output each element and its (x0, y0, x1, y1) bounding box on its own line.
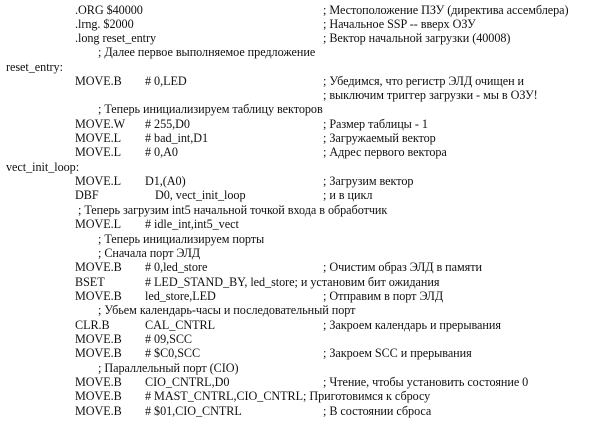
code-comment: ; Закроем SCC и прерывания (323, 346, 472, 360)
code-comment-line: ; Сначала порт ЭЛД (98, 246, 201, 260)
listing-line (0, 131, 600, 145)
code-comment: ; Загрузим вектор (323, 174, 414, 188)
code-instruction: .long reset_entry (75, 31, 157, 45)
code-comment-line: ; Теперь инициализируем таблицу векторов (98, 102, 323, 116)
code-comment: ; Чтение, чтобы установить состояние 0 (323, 375, 529, 389)
code-comment: ; выключим триггер загрузки - мы в ОЗУ! (323, 88, 538, 102)
listing-line (0, 188, 600, 202)
code-comment-line: ; Теперь инициализируем порты (98, 232, 265, 246)
code-comment: ; Загружаемый вектор (323, 131, 436, 145)
code-instruction: MOVE.W (75, 117, 126, 131)
listing-line (0, 174, 600, 188)
code-instruction: MOVE.B (75, 74, 122, 88)
listing-line (0, 389, 600, 403)
code-comment-line: ; Параллельный порт (CIO) (98, 361, 239, 375)
code-comment: ; Отправим в порт ЭЛД (323, 289, 444, 303)
code-operands: D0, vect_init_loop (155, 188, 246, 202)
code-comment: ; Начальное SSP -- вверх ОЗУ (323, 17, 476, 31)
listing-line (0, 375, 600, 389)
code-operands: # 0,led_store (145, 260, 208, 274)
listing-line (0, 404, 600, 418)
listing-line (0, 275, 600, 289)
code-instruction: MOVE.L (75, 145, 122, 159)
listing-line (0, 246, 600, 260)
listing-line (0, 260, 600, 274)
code-comment: ; Вектор начальной загрузки (40008) (323, 31, 511, 45)
listing-line (0, 217, 600, 231)
code-instruction: DBF (75, 188, 99, 202)
listing-line (0, 303, 600, 317)
code-comment: Приготовимся к сбросу (306, 389, 431, 403)
listing-line (0, 45, 600, 59)
code-operands: D1,(A0) (145, 174, 186, 188)
listing-line (0, 60, 600, 74)
code-operands: # $C0,SCC (145, 346, 201, 360)
code-operands: # LED_STAND_BY, led_store; и установим бит ожидания (145, 275, 440, 289)
listing-line (0, 17, 600, 31)
code-instruction: .ORG $40000 (75, 3, 143, 17)
code-label: vect_init_loop: (6, 160, 80, 174)
code-comment: ; В состоянии сброса (323, 404, 432, 418)
code-operands: led_store,LED (145, 289, 216, 303)
code-label: reset_entry: (6, 60, 63, 74)
listing-line (0, 145, 600, 159)
code-operands: # bad_int,D1 (145, 131, 209, 145)
code-operands: CAL_CNTRL (145, 318, 215, 332)
listing-line (0, 346, 600, 360)
listing-line (0, 117, 600, 131)
code-operands: # 255,D0 (145, 117, 190, 131)
listing-line (0, 318, 600, 332)
code-instruction: MOVE.B (75, 404, 122, 418)
code-instruction: MOVE.L (75, 217, 122, 231)
code-operands: # 09,SCC (145, 332, 193, 346)
code-comment: ; и в цикл (323, 188, 373, 202)
code-operands: CIO_CNTRL,D0 (145, 375, 230, 389)
listing-line (0, 289, 600, 303)
code-instruction: MOVE.B (75, 389, 122, 403)
listing-line (0, 232, 600, 246)
code-operands: # 0,LED (145, 74, 187, 88)
code-comment: ; Местоположение ПЗУ (директива ассемблера) (323, 3, 569, 17)
code-operands: # $01,CIO_CNTRL (145, 404, 242, 418)
listing-line (0, 31, 600, 45)
code-operands: # MAST_CNTRL,CIO_CNTRL; Приготовимся к сбросу (145, 389, 431, 403)
code-instruction: .lrng. $2000 (75, 17, 134, 31)
listing-line (0, 102, 600, 116)
code-operands: # idle_int,int5_vect (145, 217, 239, 231)
code-comment: ; Адрес первого вектора (323, 145, 447, 159)
listing-line (0, 3, 600, 17)
listing-line (0, 203, 600, 217)
code-comment: ; Закроем календарь и прерывания (323, 318, 501, 332)
code-comment: ; Очистим образ ЭЛД в памяти (323, 260, 482, 274)
listing-line (0, 160, 600, 174)
listing-line (0, 74, 600, 88)
code-comment-line: ; Далее первое выполняемое предложение (98, 45, 316, 59)
code-comment-line: ; Теперь загрузим int5 начальной точкой входа в обработчик (78, 203, 388, 217)
code-instruction: BSET (75, 275, 105, 289)
listing-line (0, 88, 600, 102)
code-operands: # 0,A0 (145, 145, 178, 159)
code-comment: ; Размер таблицы - 1 (323, 117, 428, 131)
code-instruction: MOVE.B (75, 332, 122, 346)
code-comment: ; Убедимся, что регистр ЭЛД очищен и (323, 74, 525, 88)
code-instruction: MOVE.L (75, 174, 122, 188)
listing-line (0, 332, 600, 346)
code-instruction: MOVE.B (75, 260, 122, 274)
code-instruction: MOVE.B (75, 375, 122, 389)
code-instruction: MOVE.B (75, 289, 122, 303)
listing-line (0, 361, 600, 375)
code-instruction: MOVE.B (75, 346, 122, 360)
code-comment-line: ; Убьем календарь-часы и последовательный порт (98, 303, 356, 317)
code-comment: и установим бит ожидания (297, 275, 440, 289)
code-instruction: CLR.B (75, 318, 110, 332)
code-instruction: MOVE.L (75, 131, 122, 145)
